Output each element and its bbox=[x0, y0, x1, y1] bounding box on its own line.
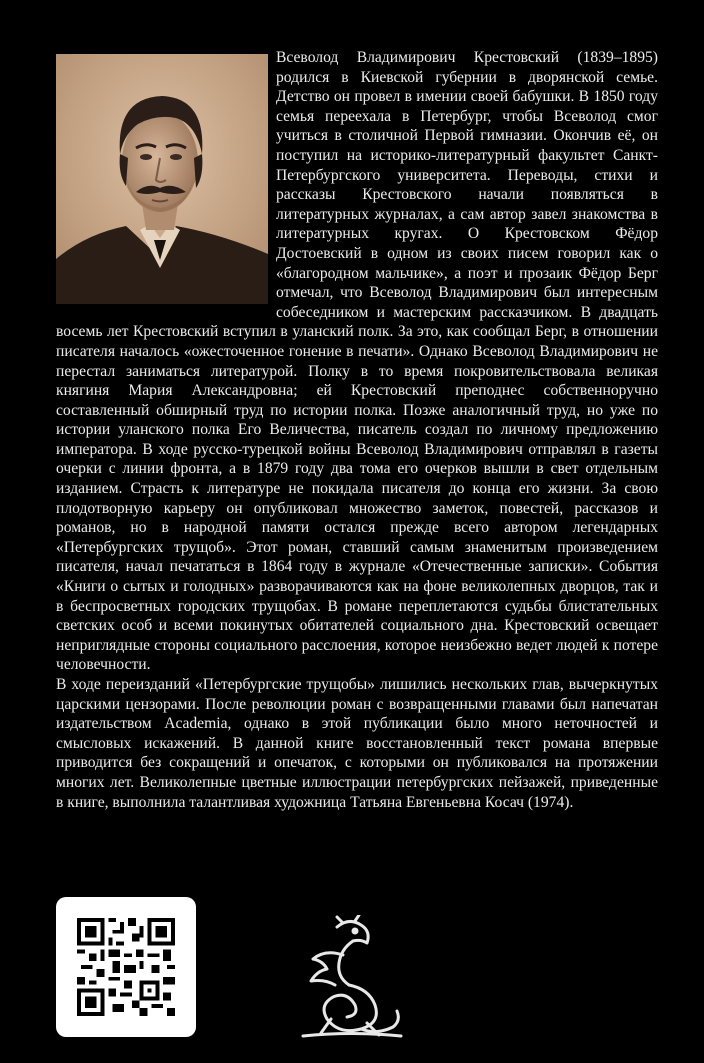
qr-code[interactable] bbox=[56, 897, 196, 1037]
qr-code-icon bbox=[77, 918, 175, 1016]
publisher-logo bbox=[297, 915, 407, 1040]
portrait-float-spacer bbox=[56, 48, 276, 306]
dragon-emblem-icon bbox=[297, 915, 407, 1040]
annotation-paragraph-1: Всеволод Владимирович Крестовский (1839–1895) родился в Киевской губернии в дворянской семье. Детство он провел в имении своей бабушки. В 1850 году семья переехала в Петербург, чтобы Всеволод смог учиться в столичной Первой гимназии. Окончив её, он поступил на историко-литературный факультет Санкт-Петербургского университета. Переводы, стихи и рассказы Крестовского начали появляться в литературных журналах, а сам автор завел знакомства в литературных кругах. О Крестовском Фёдор Достоевский в одном из своих писем говорил как о «благородном мальчике», а поэт и прозаик Фёдор Берг отмечал, что Всеволод Владимирович был интересным собеседником и мастерским рассказчиком. В двадцать восемь лет Крестовский вступил в уланский полк. За это, как сообщал Берг, в отношении писателя началось «ожесточенное гонение в печати». Однако Всеволод Владимирович не перестал заниматься литературой. Полку в то время покровительствовала великая княгиня Мария Александровна; ей Крестовский преподнес собственноручно составленный обширный труд по истории полка. Позже аналогичный труд, но уже по истории уланского полка Его Величества, писатель создал по личному предложению императора. В ходе русско-турецкой войны Всеволод Владимирович отправлял в газеты очерки с линии фронта, а в 1879 году два тома его очерков вышли в свет отдельным изданием. Страсть к литературе не покидала писателя до конца его жизни. За свою плодотворную карьеру он опубликовал множество заметок, повестей, рассказов и романов, но в народной памяти остался прежде всего автором легендарных «Петербургских трущоб». Этот роман, ставший самым знаменитым произведением писателя, начал печататься в 1864 году в журнале «Отечественные записки». События «Книги о сытых и голодных» разворачиваются как на фоне великолепных дворцов, так и в беспросветных городских трущобах. В романе переплетаются судьбы блистательных светских особ и всеми покинутых обитателей социального дна. Крестовский освещает неприглядные стороны социального расслоения, которое неизбежно ведет людей к потере человечности. bbox=[56, 49, 658, 674]
annotation-paragraph-2: В ходе переизданий «Петербургские трущобы» лишились нескольких глав, вычеркнутых царскими цензорами. После революции роман с возвращенными главами был напечатан издательством Academia, однако в этой публикации было много неточностей и смысловых искажений. В данной книге восстановленный текст романа впервые приводится без сокращений и опечаток, с которыми он публиковался на протяжении многих лет. Великолепные цветные иллюстрации петербургских пейзажей, приведенные в книге, выполнила талантливая художница Татьяна Евгеньевна Косач (1974). bbox=[56, 676, 658, 811]
book-annotation bbox=[56, 48, 658, 812]
